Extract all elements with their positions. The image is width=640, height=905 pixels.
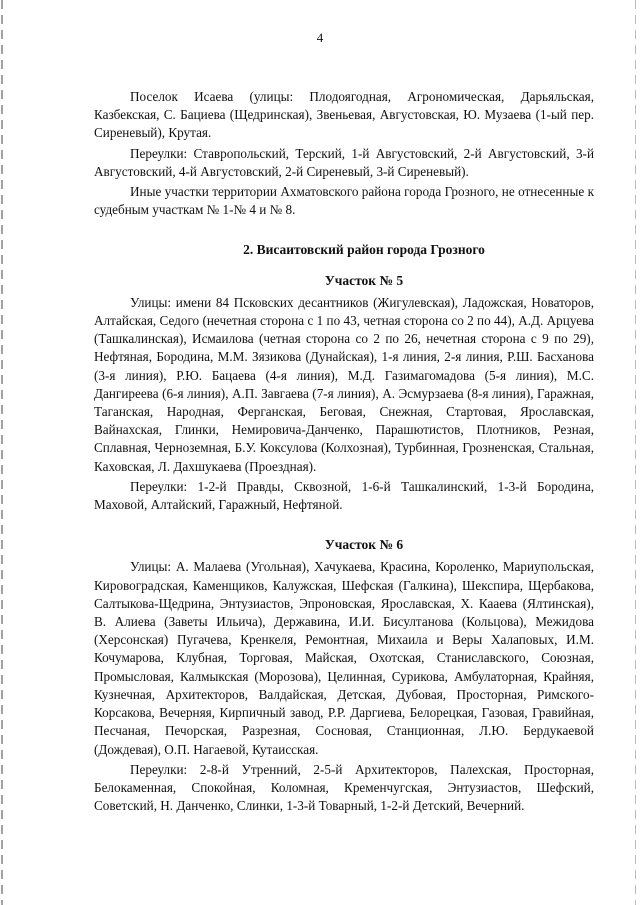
scan-border-left — [1, 0, 3, 905]
section-title: 2. Висаитовский район города Грозного — [243, 242, 485, 258]
document-body — [94, 88, 594, 817]
uchastok-6-lanes: Переулки: 2-8-й Утренний, 2-5-й Архитекторов, Палехская, Просторная, Белокаменная, Спокойная, Коломная, Кременчугская, Энтузиастов, Шефский, Советский, Н. Данченко, Слинки, 1-3-й Товарный, 1-2-й Детский, Вечерний. — [94, 761, 594, 814]
paragraph-isaeva-lanes: Переулки: Ставропольский, Терский, 1-й Августовский, 2-й Августовский, 3-й Августовский, 4-й Августовский, 2-й Сиреневый, 3-й Сиреневый). — [94, 145, 594, 179]
paragraph-isaeva: Поселок Исаева (улицы: Плодоягодная, Агрономическая, Дарьяльская, Казбекская, С. Бациева (Щедринская), Звеньевая, Августовская, Ю. Музаева (1-ый пер. Сиреневый), Крутая. — [94, 89, 594, 141]
page-number: 4 — [316, 30, 324, 45]
uchastok-5-streets: Улицы: имени 84 Псковских десантников (Жигулевская), Ладожская, Новаторов, Алтайская, Седого (нечетная сторона с 1 по 43, четная сторона со 2 по 44), А.Д. Арцуева (Ташкалинская), Исмаилова (четная сторона со 2 по 26, нечетная сторона с 9 по 29), Нефтяная, Бородина, М.М. Зязикова (Дунайская), 1-я линия, 2-я линия, Р.Ш. Басханова (3-я линия), Р.Ю. Бацаева (4-я линия), М.Д. Газимагомадова (5-я линия), М.С. Дангиреева (6-я линия), А.П. Завгаева (7-я линия), А. Эсмурзаева (8-я линия), Гаражная, Таганская, Народная, Ферганская, Беговая, Снежная, Стартовая, Ярославская, Вайнахская, Глинки, Немировича-Данченко, Парашютистов, Плотников, Резная, Сплавная, Черноземная, Б.У. Коксулова (Колхозная), Турбинная, Грозненская, Стальная, Каховская, Л. Дахшукаева (Проездная). — [94, 294, 594, 474]
scan-border-right — [635, 0, 636, 905]
uchastok-6-streets: Улицы: А. Малаева (Угольная), Хачукаева, Красина, Короленко, Мариупольская, Кировоградская, Каменщиков, Калужская, Шефская (Галкина), Шекспира, Щербакова, Салтыкова-Щедрина, Энтузиастов, Эпроновская, Ярославская, Х. Кааева (Ялтинская), В. Алиева (Заветы Ильича), Державина, И.И. Бисултанова (Кольцова), Межидова (Херсонская) Пугачева, Кренкеля, Ремонтная, Михаила и Веры Халаповых, И.М. Кочумарова, Клубная, Торговая, Майская, Охотская, Станиславского, Союзная, Промысловая, Калмыкская (Морозова), Целинная, Сурикова, Амбулаторная, Крайняя, Кузнечная, Архитекторов, Валдайская, Детская, Дубовая, Просторная, Римского-Корсакова, Вечерняя, Кирпичный завод, Р.Р. Даргиева, Белорецкая, Газовая, Гравийная, Песчаная, Печорская, Разрезная, Сосновая, Станционная, Л.Ю. Бердукаевой (Дождевая), О.П. Нагаевой, Кутаисская. — [94, 559, 594, 757]
paragraph-other-areas: Иные участки территории Ахматовского района города Грозного, не отнесенные к судебным участкам № 1-№ 4 и № 8. — [94, 184, 594, 218]
uchastok-5-title: Участок № 5 — [324, 272, 404, 288]
uchastok-5-lanes: Переулки: 1-2-й Правды, Сквозной, 1-6-й Ташкалинский, 1-3-й Бородина, Маховой, Алтайский, Гаражный, Нефтяной. — [94, 478, 594, 513]
uchastok-6-title: Участок № 6 — [324, 537, 404, 553]
